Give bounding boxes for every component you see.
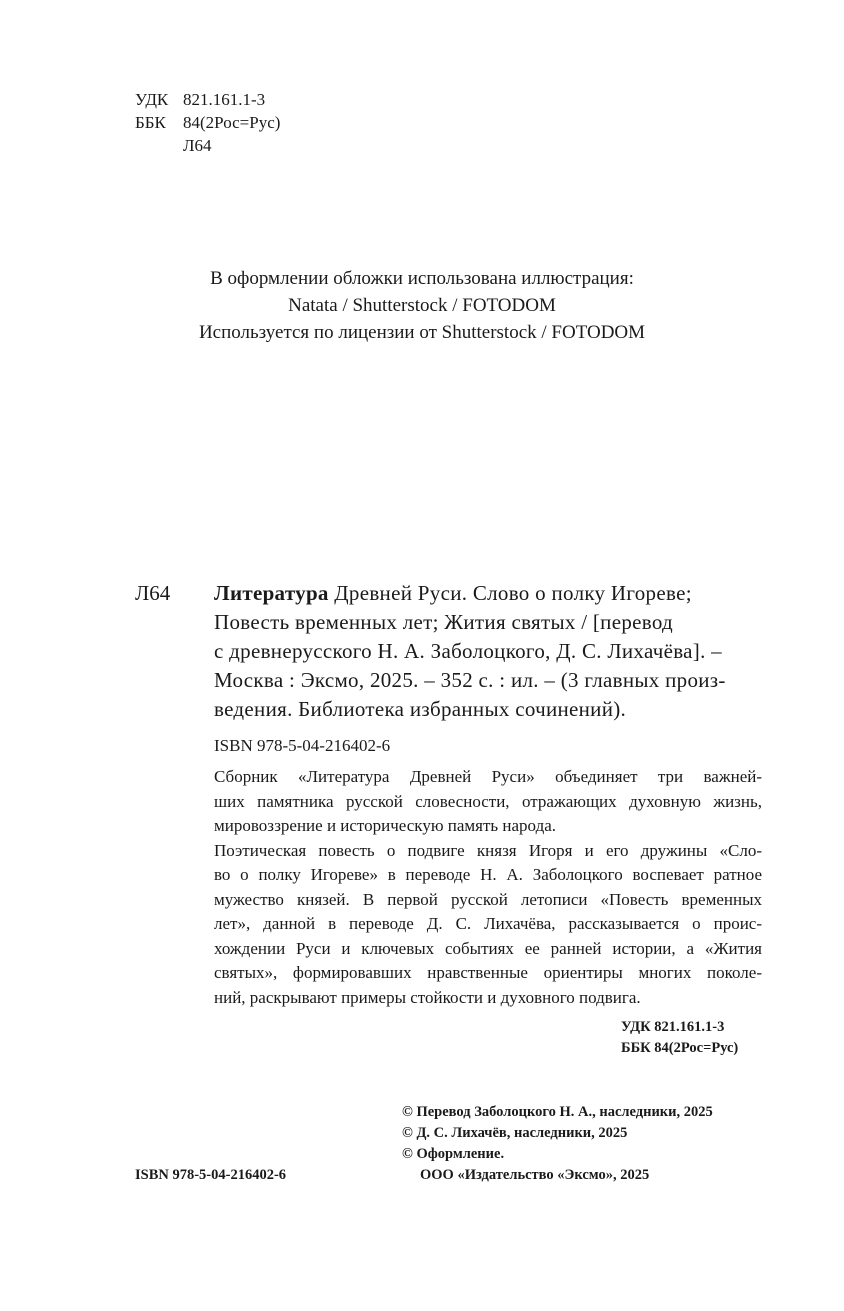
annotation [214, 765, 762, 1010]
record-line-3: с древнерусского Н. А. Заболоцкого, Д. С. Лихачёва]. – [214, 639, 722, 663]
annotation-line: Поэтическая повесть о подвиге князя Игоря и его дружины «Сло- [214, 840, 762, 860]
annotation-line: мировоззрение и историческую память народа. [214, 816, 557, 835]
footer-udk: УДК 821.161.1-3 [621, 1019, 725, 1035]
cover-credit-line-1: В оформлении обложки использована иллюстрация: [210, 268, 634, 289]
annotation-line: ших памятника русской словесности, отражающих духовную жизнь, [214, 791, 762, 811]
record-line-1-rest: Древней Руси. Слово о полку Игореве; [328, 581, 692, 605]
annotation-line: Сборник «Литература Древней Руси» объединяет три важней- [214, 767, 762, 786]
copyright-line-4: ООО «Издательство «Эксмо», 2025 [420, 1167, 650, 1183]
record-line-2: Повесть временных лет; Жития святых / [перевод [214, 610, 674, 634]
footer-isbn: ISBN 978-5-04-216402-6 [135, 1167, 287, 1183]
copyright-line-1: © Перевод Заболоцкого Н. А., наследники, 2025 [402, 1104, 713, 1120]
annotation-line: лет», данной в переводе Д. С. Лихачёва, рассказывается о проис- [214, 914, 762, 933]
copyright-line-2: © Д. С. Лихачёв, наследники, 2025 [402, 1125, 628, 1141]
copyright-line-3: © Оформление. [402, 1146, 505, 1162]
annotation-line: ний, раскрывают примеры стойкости и духовного подвига. [214, 987, 641, 1007]
bbk-label: ББК [135, 113, 166, 132]
udk-value: 821.161.1-3 [183, 90, 266, 109]
bbk-value: 84(2Рос=Рус) [183, 113, 281, 132]
record-line-4: Москва : Эксмо, 2025. – 352 с. : ил. – (3 главных произ- [214, 668, 726, 692]
footer-bbk: ББК 84(2Рос=Рус) [621, 1040, 739, 1056]
record-mark: Л64 [135, 581, 171, 605]
author-mark: Л64 [183, 136, 212, 155]
annotation-line: мужество князей. В первой русской летописи «Повесть временных [214, 889, 762, 909]
record-title: Литература [214, 581, 329, 605]
annotation-line: хождении Руси и ключевых событиях ее ранней истории, а «Жития [214, 938, 762, 958]
cover-credit-line-3: Используется по лицензии от Shutterstock / FOTODOM [198, 322, 646, 343]
record-line-1 [214, 579, 762, 608]
annotation-line: во о полку Игореве» в переводе Н. А. Заболоцкого воспевает ратное [214, 865, 762, 884]
record-line-5: ведения. Библиотека избранных сочинений). [214, 697, 627, 721]
record-isbn: ISBN 978-5-04-216402-6 [214, 736, 391, 755]
annotation-line: святых», формировавших нравственные ориентиры многих поколе- [214, 963, 762, 982]
cover-credit-line-2: Natata / Shutterstock / FOTODOM [288, 295, 556, 316]
udk-label: УДК [135, 90, 169, 109]
